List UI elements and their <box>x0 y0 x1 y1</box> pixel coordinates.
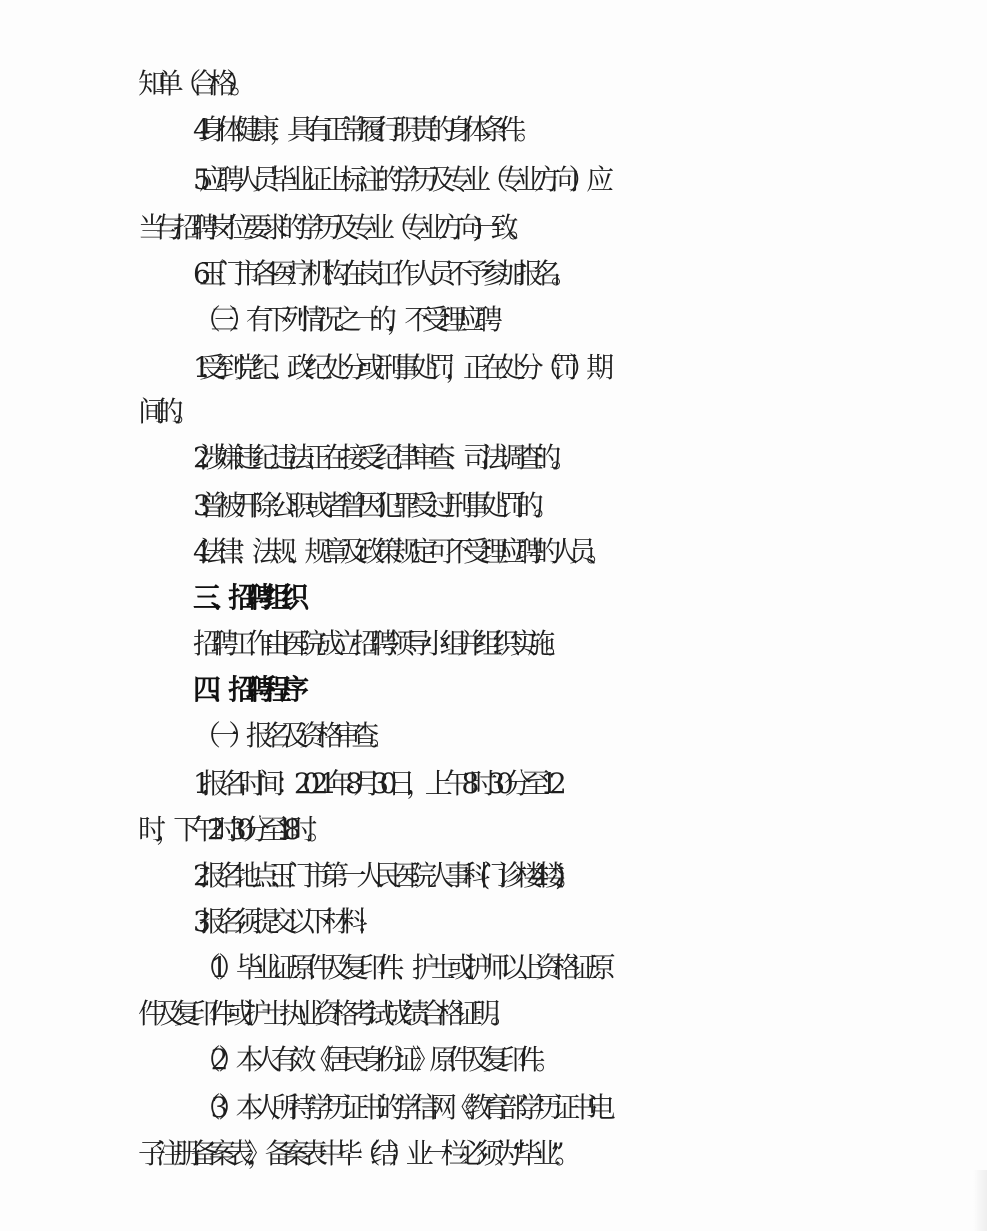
text-line: 6.玉门市各医疗机构在岗工作人员不予参加报名。 <box>193 257 569 290</box>
text-line: 5.应聘人员毕业证上标注的学历及专业（专业方向）应 <box>193 163 604 196</box>
text-line: 1.受到党纪、政纪处分或刑事处罚，正在处分（罚）期 <box>193 351 604 384</box>
text-line: 4.身体健康，具有正常履行职责的身体条件。 <box>193 113 534 146</box>
text-line: 4.法律、法规、规章及政策规定可不受理应聘的人员。 <box>193 535 604 568</box>
section-subheading: （三）有下列情况之一的，不受理应聘 <box>193 303 493 336</box>
section-heading: 四、招聘程序 <box>193 673 299 706</box>
text-line: 3.报名须提交以下材料: <box>193 905 357 938</box>
section-heading: 三、招聘组织 <box>193 581 299 614</box>
scan-edge-shadow <box>973 1170 987 1231</box>
section-subheading: （一）报名及资格审查。 <box>193 719 387 752</box>
text-line: 知单（合格）。 <box>138 67 248 100</box>
text-line: 1.报名时间：2021 年 8 月 30 日，上午 8 时 30 分至 12 <box>193 767 558 800</box>
text-line: 2.涉嫌违纪违法正在接受纪律审查、司法调查的。 <box>193 441 569 474</box>
text-line: （1）毕业证原件及复印件、护士或护师以上资格证原 <box>193 951 606 984</box>
text-line: 子注册备案表》，备案表中毕（结）业一栏必须为“毕业”。 <box>138 1137 572 1170</box>
text-line: 3.曾被开除公职或者曾因犯罪受过刑事处罚的。 <box>193 489 551 522</box>
text-line: 2.报名地点:玉门市第一人民医院人事科(门诊楼 4 楼)。 <box>193 859 574 892</box>
text-line: （2）本人有效《居民身份证》原件及复印件。 <box>193 1043 553 1076</box>
text-line: 时，下午 2 时 30 分至 18 时。 <box>138 813 325 846</box>
text-line: （3）本人所持学历证书的学信网《教育部学历证书电 <box>193 1091 606 1124</box>
text-line: 招聘工作由医院成立招聘领导小组并组织实施。 <box>193 627 563 660</box>
text-line: 当与招聘岗位要求的学历及专业（专业方向)一致。 <box>138 211 526 244</box>
text-line: 间的。 <box>138 395 191 428</box>
text-line: 件及复印件或护士执业资格考试成绩合格证明。 <box>138 997 508 1030</box>
